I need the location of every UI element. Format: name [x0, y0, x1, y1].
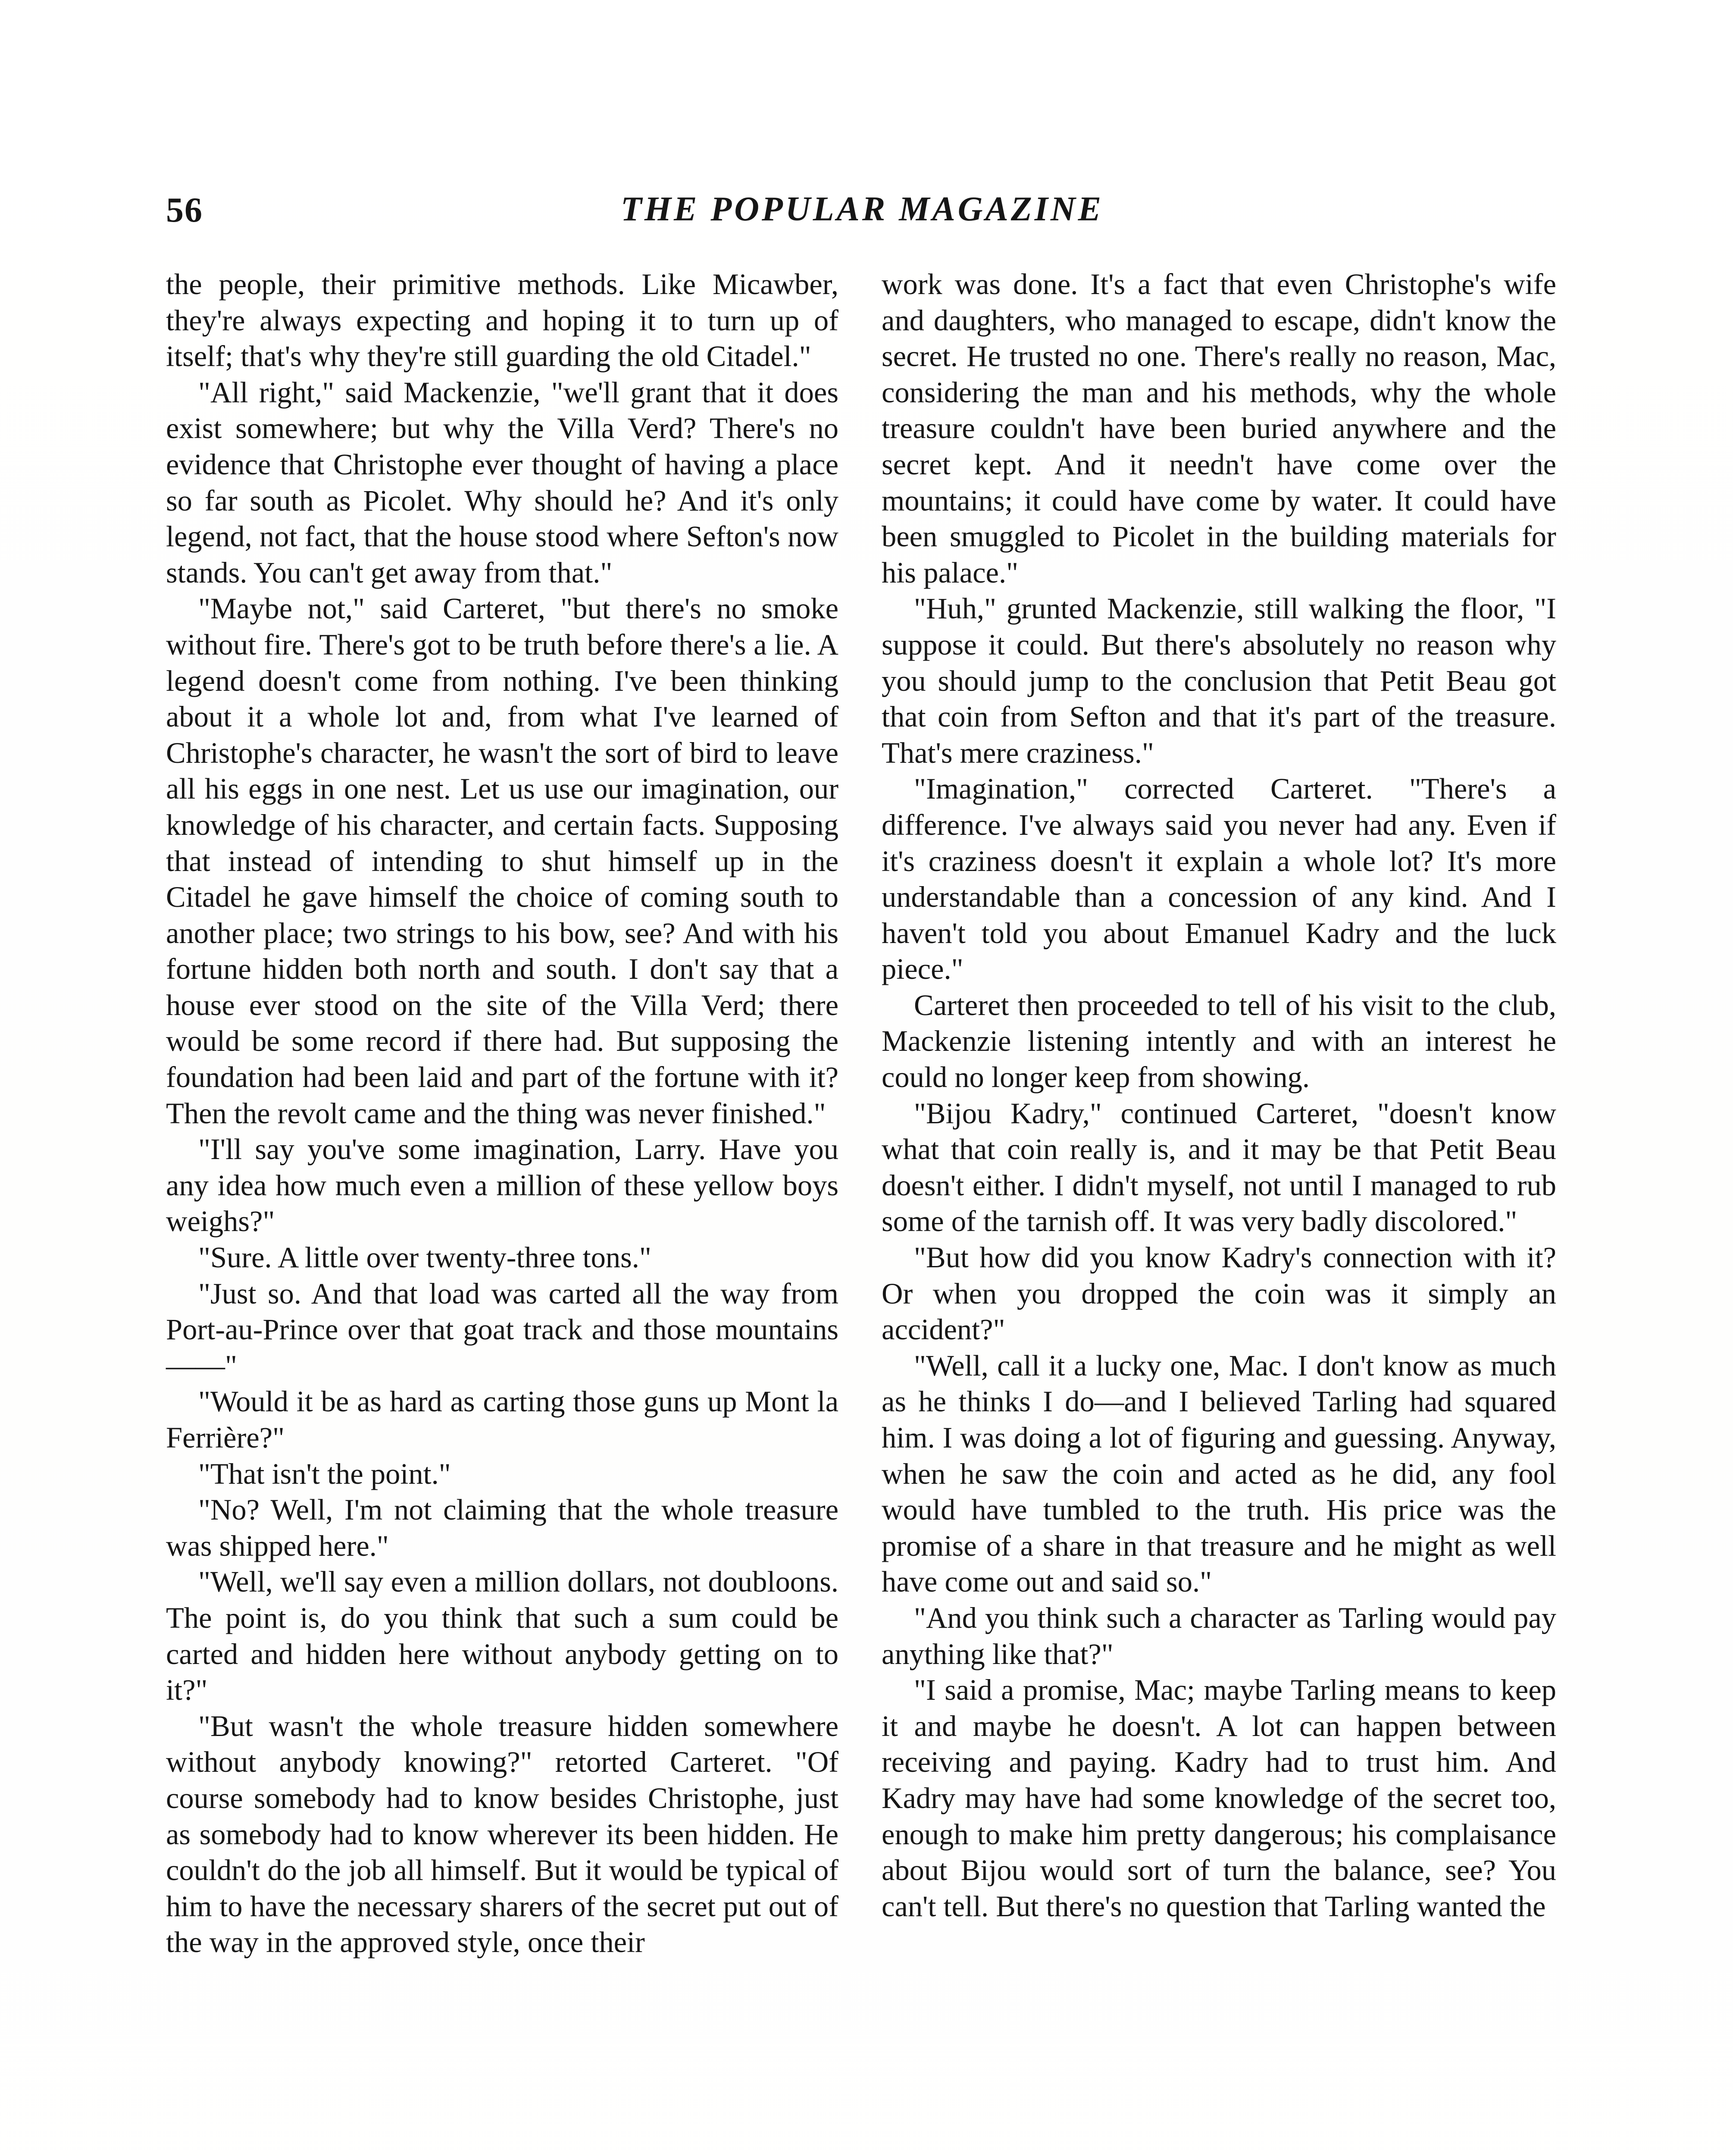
page-header — [166, 181, 1558, 246]
running-title: THE POPULAR MAGAZINE — [620, 190, 1104, 228]
right-text-column — [882, 266, 1556, 1924]
left-text-column — [166, 266, 838, 1961]
paragraph: "But how did you know Kadry's connection with it? Or when you dropped the coin was it simply an accident?" — [882, 1241, 1556, 1346]
paragraph: "But wasn't the whole treasure hidden somewhere without anybody knowing?" retorted Carteret. "Of course somebody had to know besides Christophe, just as somebody had to know wherever its been hidden. He couldn't do the job all himself. But it would be typical of him to have the necessary sharers of the secret put out of the way in the approved style, once their — [166, 1709, 838, 1959]
paragraph: "Sure. A little over twenty-three tons." — [198, 1241, 651, 1274]
page-number: 56 — [166, 190, 203, 229]
paragraph: "That isn't the point." — [198, 1457, 451, 1490]
paragraph: "Well, call it a lucky one, Mac. I don't know as much as he thinks I do—and I believed Tarling had squared him. I was doing a lot of figuring and guessing. Anyway, when he saw the coin and acted as he did, any fool would have tumbled to the truth. His price was the promise of a share in that treasure and he might as well have come out and said so." — [882, 1349, 1556, 1598]
paragraph: "Would it be as hard as carting those guns up Mont la Ferrière?" — [166, 1385, 838, 1454]
paragraph: "Maybe not," said Carteret, "but there's no smoke without fire. There's got to be truth before there's a lie. A legend doesn't come from nothing. I've been thinking about it a whole lot and, from what I've learned of Christophe's character, he wasn't the sort of bird to leave all his eggs in one nest. Let us use our imagination, our knowledge of his character, and certain facts. Supposing that instead of intending to shut himself up in the Citadel he gave himself the choice of coming south to another place; two strings to his bow, see? And with his fortune hidden both north and south. I don't say that a house ever stood on the site of the Villa Verd; there would be some record if there had. But supposing the foundation had been laid and part of the fortune with it? Then the revolt came and the thing was never finished." — [166, 592, 838, 1130]
paragraph: "Huh," grunted Mackenzie, still walking the floor, "I suppose it could. But there's absolutely no reason why you should jump to the conclusion that Petit Beau got that coin from Sefton and that it's part of the treasure. That's mere craziness." — [882, 592, 1556, 769]
paragraph: "Bijou Kadry," continued Carteret, "doesn't know what that coin really is, and it may be that Petit Beau doesn't either. I didn't myself, not until I managed to rub some of the tarnish off. It was very badly discolored." — [882, 1097, 1556, 1238]
paragraph: "Imagination," corrected Carteret. "There's a difference. I've always said you never had any. Even if it's craziness doesn't it explain a whole lot? It's more understandable than a concession of any kind. And I haven't told you about Emanuel Kadry and the luck piece." — [882, 772, 1556, 986]
paragraph: "No? Well, I'm not claiming that the whole treasure was shipped here." — [166, 1493, 838, 1562]
paragraph: Carteret then proceeded to tell of his visit to the club, Mackenzie listening intently and with an interest he could no longer keep from showing. — [882, 988, 1556, 1094]
paragraph: "Well, we'll say even a million dollars, not doubloons. The point is, do you think that such a sum could be carted and hidden here without anybody getting on to it?" — [166, 1565, 838, 1707]
paragraph: "Just so. And that load was carted all the way from Port-au-Prince over that goat track and those mountains——" — [166, 1277, 838, 1382]
paragraph: "And you think such a character as Tarling would pay anything like that?" — [882, 1601, 1556, 1670]
paragraph: "I said a promise, Mac; maybe Tarling means to keep it and maybe he doesn't. A lot can happen between receiving and paying. Kadry had to trust him. And Kadry may have had some knowledge of the secret too, enough to make him pretty dangerous; his complaisance about Bijou would sort of turn the balance, see? You can't tell. But there's no question that Tarling wanted the — [882, 1673, 1556, 1923]
paragraph: the people, their primitive methods. Like Micawber, they're always expecting and hoping it to turn up of itself; that's why they're still guarding the old Citadel." — [166, 268, 838, 373]
paragraph: "All right," said Mackenzie, "we'll grant that it does exist somewhere; but why the Villa Verd? There's no evidence that Christophe ever thought of having a place so far south as Picolet. Why should he? And it's only legend, not fact, that the house stood where Sefton's now stands. You can't get away from that." — [166, 376, 838, 589]
paragraph: "I'll say you've some imagination, Larry. Have you any idea how much even a million of these yellow boys weighs?" — [166, 1133, 838, 1238]
paragraph: work was done. It's a fact that even Christophe's wife and daughters, who managed to escape, didn't know the secret. He trusted no one. There's really no reason, Mac, considering the man and his methods, why the whole treasure couldn't have been buried anywhere and the secret kept. And it needn't have come over the mountains; it could have come by water. It could have been smuggled to Picolet in the building materials for his palace." — [882, 268, 1556, 589]
